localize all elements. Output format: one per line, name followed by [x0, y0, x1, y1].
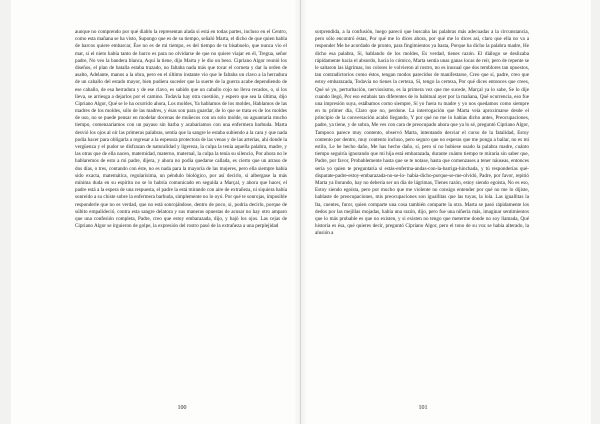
right-page-body-text: sorprendida, a la confusión, luego parecó que buscaba las palabras más adecuadas a la circunstancia, pero sólo encontró éstas, Por qué me lo dices ahora, por qué me lo dices así, claro que ella no va a responder Me he acordado de pronto, para fingimientos ya basta, Porque ha dicho la palabra madre, He dicho esa palabra, Sí, hablando de los moldes, Es verdad, tienes razón. El diálogo se deslizaba rápidamente hacia el absurdo, hacia lo cómico, Marta sentía unas ganas locas de reír, pero de repente se le saltaron las lágrimas, los colores le volvieron al rostro, no es inusual que dos temblores tan opuestos, tan contradictorios como éstos, tengan modos parecidos de manifestarse, Creo que sí, padre, creo que estoy embarazada, Todavía no tienes la certeza, Sí, tengo la certeza, Por qué dices entonces que crees, Qué sé yo, perturbación, nerviosismo, es la primera vez que me sucede, Marçal ya lo sabe, Se lo dije cuando llegó, Por eso estabais tan diferentes de lo habitual ayer por la mañana, Qué ocurrencia, eso fue una impresión suya, estábamos como siempre, Sí yo fuera tu madre y yo nos quedamos como siempre en tu primer día, Claro que no, perdone. La interrogación que Marta veía aproximarse desde el principio de la conversación acabó llegando, Y por qué no me lo habías dicho antes, Preocupaciones, padre, ya tiene, y de sobra, Me ves con cara de preocupado ahora que ya lo sé, preguntó Cipriano Algor, Tampoco parece muy contento, observó Marta, intentando desviar el curso de la fatalidad, Estoy contento por dentro, muy contento incluso, pero seguro que no esperas que me ponga a bailar, no es mi estilo, Le he hecho daño, Me has hecho daño, sí, pero sí no hubiese usado la palabra madre, cuánto tiempo seguiría ignorando que mi hija está embarazada, durante cuánto tiempo te miraría sin saber que, Padre, por favor, Probablemente hasta que se te notase, hasta que comenzases a tener náuseas, entonces sería yo quien te preguntaría si estás-enferma-andas-con-la-barriga-hinchada, y tú responderías qué-disparate-padre-estoy-embarazada-no-se-lo- había-dicho-porque-se-me-olvidó, Padre, por favor, repitió Marta ya llorando, hay no debería ser un día de lágrimas, Tienes razón, estoy siendo egoísta, No es eso, Estoy siendo egoísta, pero por mucho que me violente no consigo entender por qué no me lo dijiste, hablaste de preocupaciones, mis preocupaciones son iguallitas que las tuyas, la lola. Las iguallitas la Ita, cuentes, furor, quien comparte una cosa también comparte la otra. Marta se pasó rápidamente los dedos por las mejillas mojadas, había una razón, dijo, pero fue una niñería más, imaginar sentimientos que lo más probable es que no existen, y si existen no tengo que meterme donde no soy llamada, Qué historia es ésa, qué quieres decir, preguntó Cipriano Algor, pero el tono de su voz se había alterado, la alusión a [315, 29, 531, 237]
left-page [11, 0, 301, 424]
right-page-number: 101 [418, 405, 428, 411]
right-page [301, 0, 591, 424]
left-page-body-text: aunque no comprendo por qué diablo la representan alada si está en todas partes, incluso en el Centro, como esta mañana se ha visto, Supongo que es de su tiempo, señaló Marta, el dicho de que quien habla de barcos quiere embarcar, Ése no es de mi tiempo, es del tiempo de tu bisabuelo, que nunca vio el mar, si el nieto había tanto de barco es para no olvidarse de que no quiere viajar en él, Tregua, señor padre, No veo la bandera blanca, Aquí la tiene, dijo Marta y le dio un beso. Cipriano Algor reunió los diseños, el plan de batalla estaba trazado, no faltaba nada más que tocar el corneta y dar la orden de asalto, Adelante, manos a la obra, pero en el último instante vio que le faltaba un clavo a la herradura de un caballo del estado mayor, bien pudiera suceder que la suerte de la guerra acabe dependiendo de ese caballo, de esa herradura y de ese clavo, es sabido que un caballo cojo no lleva recados, o, si los lleva, se arriesga a dejarlos por el camino. Todavía hay otra cuestión, y espero que sea la última, dijo Cipriano Algor, Qué se le ha ocurrido ahora, Los moldes, Ya hablamos de los moldes, Hablamos de las madres de los moldes, sólo de las madres, y ésas son para guardar, de lo que se trata es de los moldes de uso, no se puede pensar en modelar docenas de muñecos con un solo molde, no aguantaría mucho tiempo, comenzaríamos con un payaso sin barba y acabaríamos con una enfermera barbuda. Marta desvió los ojos al oír las primeras palabras, sentía que la sangre le estaba subiendo a la cara y que nada podía hacer para obligarla a regresar a la espesura protectora de las venas y de las arterias, ahí donde la vergüenza y el pudor se disfrazan de naturalidad y ligereza, la culpa la tenía aquella palabra, madre, y las otras que de ella nacen, maternidad, materno, maternal, la culpa la tenía su silencio, Por ahora no le hablaremos de esto a mi padre, dijera, y ahora no podía quedarse callada, es cierto que un atraso de dos días, o tres, contando con éste, no es nada para la mayoría de las mujeres, pero ella siempre había sido exacta, matemática, regularísima, un péndulo biológico, por así decirlo, si albergase la más mínima duda en su espíritu no se lo habría comunicado en seguida a Marçal, y ahora que hacer, el padre está a la espera de una respuesta, el padre la está mirando con aire de extrañeza, ni siquiera había sonreído a su chiste sobre la enfermera barbuda, simplemente no lo oyó. Por qué te sonrojas, imposible responderle que no es verdad, que no está sonrojándose, dentro de poco, si, podría decirlo, porque de súbito empalideció, contra esta sangre delatora y sus maneras opuestas de acusar no hay otro amparo que una confesión completa, Padre, creo que estoy embarazada, dijo, y bajó los ojos. Las cejas de Cipriano Algor se irguieron de golpe, la expresión del rostro pasó de la extrañeza a una perplejidad [75, 29, 289, 230]
left-page-gutter-shadow [294, 0, 300, 424]
right-page-gutter-shadow [301, 0, 307, 424]
left-page-number: 100 [177, 405, 187, 411]
